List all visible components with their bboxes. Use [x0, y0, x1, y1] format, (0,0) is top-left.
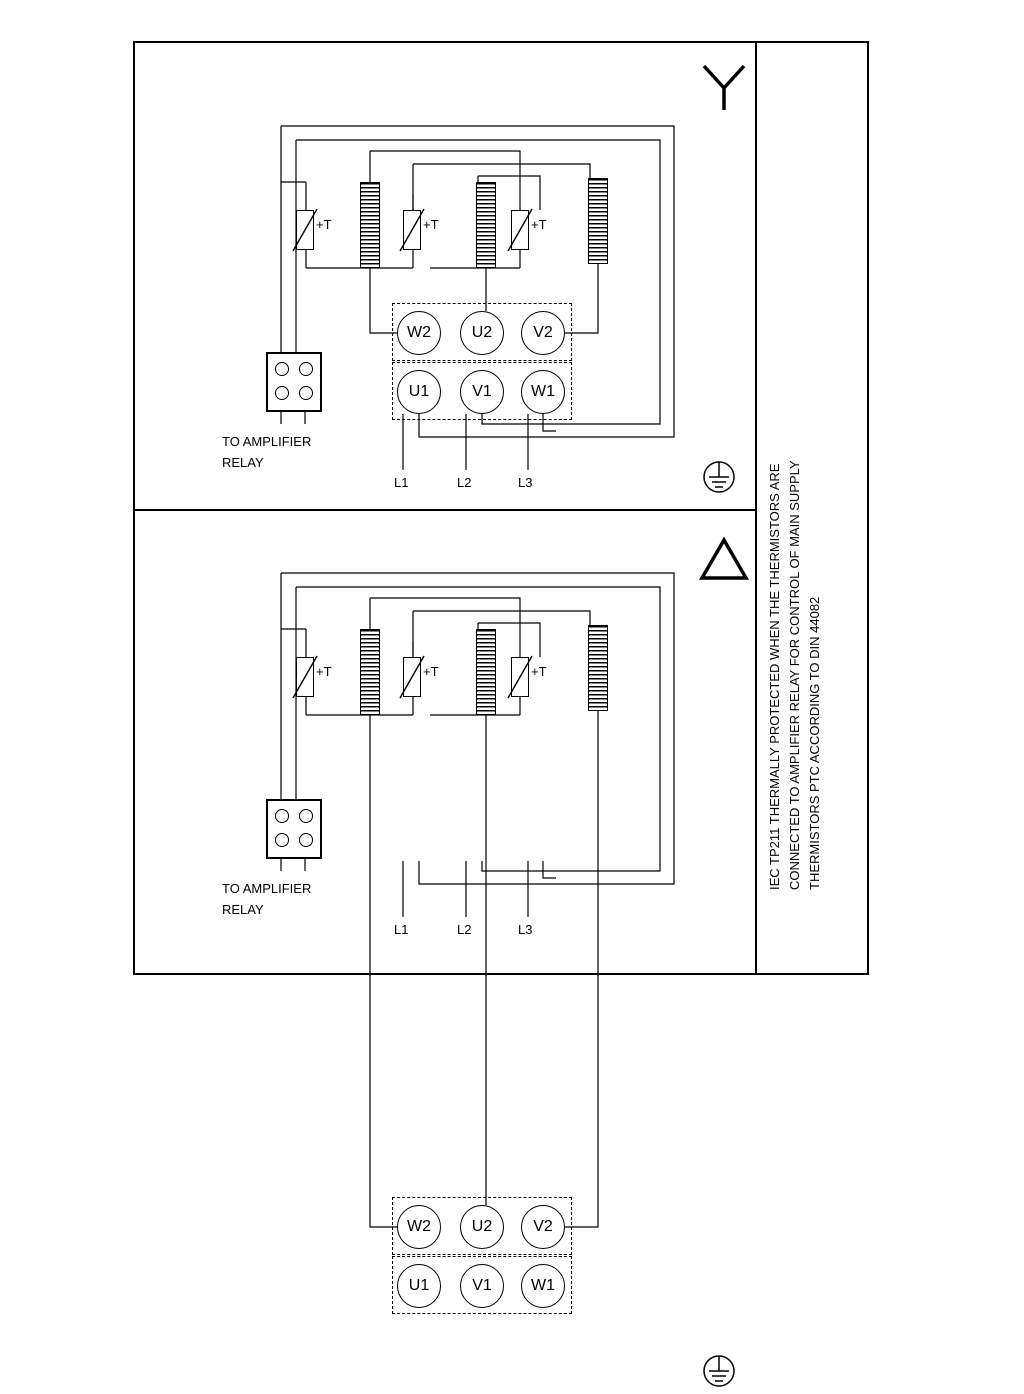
- terminal-v1: V1: [460, 1264, 504, 1308]
- note-line-2: CONNECTED TO AMPLIFIER RELAY FOR CONTROL OF MAIN SUPPLY: [787, 460, 802, 890]
- supply-label-l3: L3: [518, 475, 533, 490]
- amplifier-label-line-2: RELAY: [222, 455, 264, 470]
- terminal-u2: U2: [460, 311, 504, 355]
- terminal-u1: U1: [397, 370, 441, 414]
- supply-lines-delta: [0, 447, 1024, 975]
- thermistor-label: +T: [423, 217, 439, 232]
- supply-label-l2: L2: [457, 475, 472, 490]
- thermistor-label: +T: [423, 664, 439, 679]
- coil-terminal-links: [0, 0, 1024, 509]
- terminal-v2: V2: [521, 1205, 565, 1249]
- note-line-3: THERMISTORS PTC ACCORDING TO DIN 44082: [807, 596, 822, 890]
- thermistor-label: +T: [531, 664, 547, 679]
- terminal-w1: W1: [521, 1264, 565, 1308]
- amplifier-label-line-1: TO AMPLIFIER: [222, 881, 312, 896]
- thermistor-label: +T: [531, 217, 547, 232]
- note-line-1: IEC TP211 THERMALLY PROTECTED WHEN THE THERMISTORS ARE: [767, 463, 782, 890]
- earth-symbol-icon: [695, 1352, 743, 1394]
- terminal-w1: W1: [521, 370, 565, 414]
- supply-label-l2: L2: [457, 922, 472, 937]
- panel-delta: [0, 447, 1024, 1294]
- terminal-v2: V2: [521, 311, 565, 355]
- terminal-v1: V1: [460, 370, 504, 414]
- amplifier-label-line-1: TO AMPLIFIER: [222, 434, 312, 449]
- terminal-u1: U1: [397, 1264, 441, 1308]
- terminal-w2: W2: [397, 1205, 441, 1249]
- supply-label-l1: L1: [394, 475, 409, 490]
- terminal-u2: U2: [460, 1205, 504, 1249]
- supply-label-l3: L3: [518, 922, 533, 937]
- terminal-w2: W2: [397, 311, 441, 355]
- thermistor-label: +T: [316, 217, 332, 232]
- supply-label-l1: L1: [394, 922, 409, 937]
- panel-star: [0, 0, 1024, 509]
- amplifier-label-line-2: RELAY: [222, 902, 264, 917]
- thermistor-label: +T: [316, 664, 332, 679]
